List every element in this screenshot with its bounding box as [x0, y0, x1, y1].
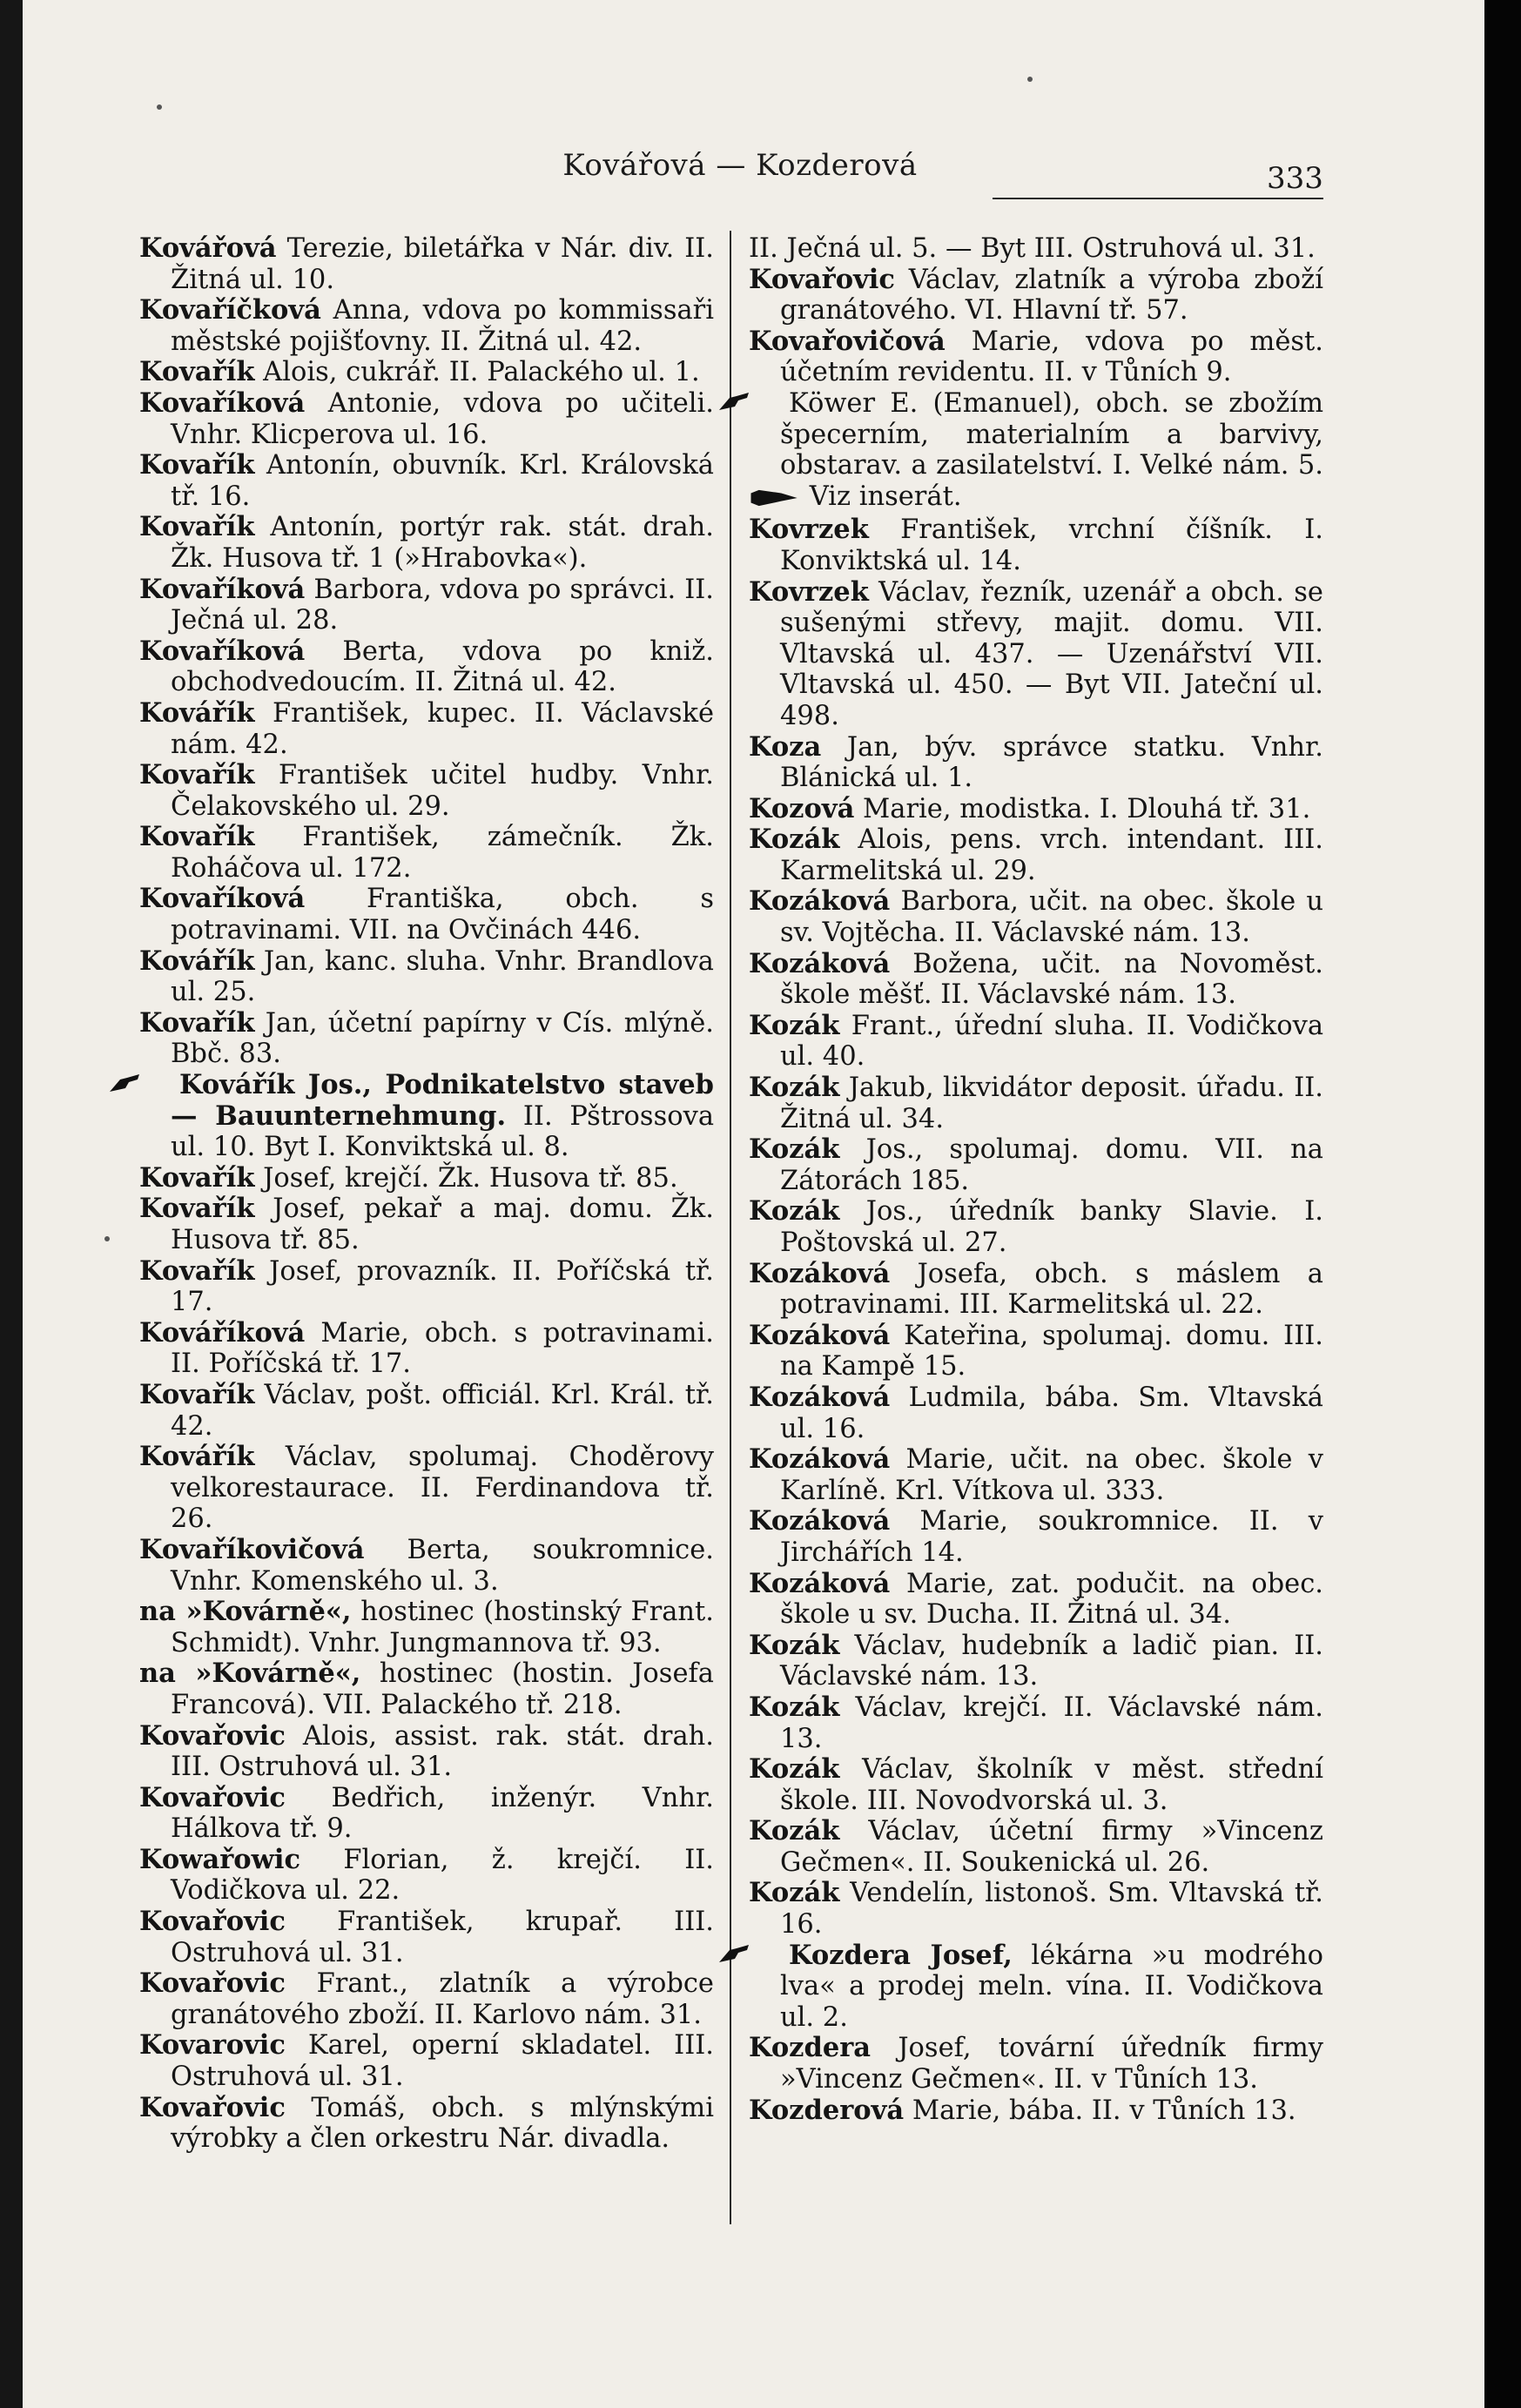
entry-name: Kovářík: [139, 1441, 255, 1473]
directory-entry: [139, 946, 714, 1008]
entry-details: Václav, řezník, uzenář a obch. se sušenými střevy, majit. domu. VII. Vltavská ul. 437. — Uzenářství VII. Vltavská ul. 450. — Byt VII. Jateční ul. 498.: [780, 576, 1323, 731]
directory-entry: [749, 1073, 1323, 1134]
entry-name: Kovařovic: [139, 1719, 286, 1752]
entry-details: František, zámečník. Žk. Roháčova ul. 172.: [171, 822, 714, 884]
directory-entry: [139, 1380, 714, 1442]
entry-name: Kozák: [749, 824, 840, 856]
directory-entry: [749, 1878, 1323, 1940]
entry-details: Božena, učit. na Novoměst. škole měšť. II. Václavské nám. 13.: [780, 948, 1323, 1011]
entry-name: Kozáková: [749, 947, 891, 979]
directory-entry: [139, 295, 714, 357]
directory-entry: [749, 949, 1323, 1011]
directory-entry: [139, 388, 714, 450]
entry-details: Marie, soukromnice. II. v Jirchářích 14.: [780, 1506, 1324, 1568]
directory-entry: [749, 388, 1323, 515]
directory-entry: [749, 2033, 1323, 2095]
entry-details: Antonie, vdova po učiteli. Vnhr. Klicperova ul. 16.: [171, 387, 714, 450]
entry-details: Marie, učit. na obec. škole v Karlíně. Krl. Vítkova ul. 333.: [780, 1444, 1323, 1506]
directory-entry: [139, 698, 714, 760]
entry-name: Kozáková: [749, 1443, 891, 1476]
directory-entry: [139, 1783, 714, 1845]
entry-name: Kovařovičová: [749, 325, 946, 357]
directory-entry: [139, 1535, 714, 1597]
entry-details: Berta, soukromnice. Vnhr. Komenského ul. 3.: [171, 1534, 714, 1597]
entry-details: Jakub, likvidátor deposit. úřadu. II. Žitná ul. 34.: [780, 1073, 1323, 1134]
directory-entry: [749, 1011, 1323, 1073]
directory-entry: [749, 1631, 1323, 1692]
entry-name: Kovařík: [139, 821, 255, 853]
entry-name: Kovařovic: [749, 263, 895, 295]
directory-entry: [749, 1692, 1323, 1754]
directory-entry: [749, 1134, 1323, 1196]
entry-name: Kozák: [749, 1072, 840, 1104]
directory-column-right: [749, 233, 1323, 2126]
directory-entry: [139, 1658, 714, 1720]
directory-entry: [749, 265, 1323, 326]
entry-details: Alois, assist. rak. stát. drah. III. Ostruhová ul. 31.: [171, 1720, 715, 1783]
directory-entry: [749, 1259, 1323, 1321]
entry-name: Kováříková: [139, 1316, 306, 1349]
entry-name: Kozák: [749, 1753, 840, 1786]
entry-name: Kozderová: [749, 2094, 905, 2126]
running-head: Kovářová — Kozderová: [562, 148, 918, 183]
directory-entry: [749, 1506, 1323, 1568]
directory-entry: [749, 886, 1323, 948]
entry-details: Vendelín, listonoš. Sm. Vltavská tř. 16.: [780, 1878, 1323, 1941]
entry-name: Kozáková: [749, 1505, 891, 1537]
entry-details: Jos., spolumaj. domu. VII. na Zátorách 185.: [780, 1134, 1323, 1196]
entry-details: Ludmila, bába. Sm. Vltavská ul. 16.: [780, 1382, 1323, 1444]
entry-details: Jan, účetní papírny v Cís. mlýně. Bbč. 83.: [171, 1007, 714, 1070]
entry-details: Anna, vdova po kommissaři městské pojišťovny. II. Žitná ul. 42.: [171, 295, 714, 357]
see-insert-note: Viz inserát.: [801, 481, 962, 512]
directory-entry: [749, 515, 1323, 576]
entry-name: Kovářík Jos., Podnikatelstvo staveb — Bauunternehmung.: [171, 1069, 714, 1132]
entry-name: Kovaříkovičová: [139, 1533, 365, 1565]
directory-entry: [139, 1968, 714, 2030]
directory-entry: [749, 1196, 1323, 1258]
directory-entry: [139, 1194, 714, 1255]
entry-details: Václav, zlatník a výroba zboží granátového. VI. Hlavní tř. 57.: [780, 264, 1323, 326]
directory-entry: [139, 1597, 714, 1658]
entry-name: Kovařík: [139, 1161, 255, 1194]
entry-name: Kovaříková: [139, 635, 306, 667]
directory-entry: [749, 824, 1323, 886]
entry-details: Jan, býv. správce statku. Vnhr. Blánická ul. 1.: [780, 731, 1323, 794]
entry-details: František, vrchní číšník. I. Konviktská ul. 14.: [780, 515, 1323, 576]
directory-entry: [139, 1163, 714, 1194]
entry-name: Kozová: [749, 792, 855, 824]
entry-name: Kovářová: [139, 232, 277, 264]
entry-details: Jan, kanc. sluha. Vnhr. Brandlova ul. 25.: [171, 945, 714, 1008]
pointing-hand-icon: [749, 390, 784, 413]
entry-details: Václav, krejčí. II. Václavské nám. 13.: [780, 1692, 1323, 1754]
entry-details: Marie, vdova po měst. účetním revidentu. II. v Tůních 9.: [780, 326, 1323, 388]
entry-name: Kovařík: [139, 759, 255, 791]
entry-details: Alois, cukrář. II. Palackého ul. 1.: [263, 357, 700, 388]
pointing-hand-icon: [749, 1942, 784, 1965]
entry-details: Václav, spolumaj. Choděrovy velkorestaurace. II. Ferdinandova tř. 26.: [171, 1442, 714, 1535]
directory-entry: [139, 1008, 714, 1070]
entry-details: Barbora, učit. na obec. škole u sv. Vojtěcha. II. Václavské nám. 13.: [780, 886, 1323, 949]
directory-entry: [749, 732, 1323, 794]
entry-details: Antonín, obuvník. Krl. Královská tř. 16.: [171, 450, 714, 512]
entry-details: Kateřina, spolumaj. domu. III. na Kampě 15.: [780, 1320, 1323, 1382]
entry-name: Kozák: [749, 1877, 840, 1909]
entry-name: Kovařík: [139, 1254, 255, 1287]
entry-details: Václav, účetní firmy »Vincenz Gečmen«. II. Soukenická ul. 26.: [780, 1816, 1323, 1878]
entry-details: František učitel hudby. Vnhr. Čelakovského ul. 29.: [171, 760, 714, 822]
scan-speck: [1027, 77, 1033, 82]
directory-entry: [749, 1382, 1323, 1444]
directory-entry: [749, 1321, 1323, 1382]
directory-entry: [139, 450, 714, 512]
entry-name: Kovaříčková: [139, 294, 321, 326]
directory-entry: [139, 1907, 714, 1968]
directory-entry: [749, 1444, 1323, 1506]
directory-entry: [139, 1256, 714, 1318]
entry-name: Kozdera: [749, 2032, 872, 2064]
entry-details: Karel, operní skladatel. III. Ostruhová ul. 31.: [171, 2030, 714, 2093]
entry-name: Kovarovic: [139, 2029, 286, 2062]
entry-details: Antonín, portýr rak. stát. drah. Žk. Husova tř. 1 (»Hrabovka«).: [171, 512, 714, 574]
directory-entry: [749, 2095, 1323, 2127]
directory-entry: [139, 1721, 714, 1783]
entry-details: Bedřich, inženýr. Vnhr. Hálkova tř. 9.: [171, 1782, 714, 1845]
directory-entry: [749, 794, 1323, 825]
entry-details: Václav, školník v měst. střední škole. III. Novodvorská ul. 3.: [780, 1754, 1323, 1816]
entry-name: Koza: [749, 730, 822, 763]
directory-entry: [139, 233, 714, 295]
entry-details: Tomáš, obch. s mlýnskými výrobky a člen orkestru Nár. divadla.: [171, 2092, 714, 2155]
directory-column-left: [139, 233, 714, 2155]
directory-entry: [139, 357, 714, 388]
directory-entry: [749, 233, 1323, 265]
entry-details: Terezie, biletářka v Nár. div. II. Žitná ul. 10.: [171, 233, 715, 295]
entry-name: Kozáková: [749, 1319, 891, 1351]
directory-entry: [139, 512, 714, 574]
entry-name: Kozák: [749, 1629, 840, 1661]
column-divider: [730, 231, 731, 2224]
entry-name: Kovařovic: [139, 1967, 286, 2000]
directory-entry: [749, 1569, 1323, 1631]
entry-name: Kovaříková: [139, 387, 306, 419]
entry-name: Kozák: [749, 1133, 840, 1166]
entry-name: Kovařík: [139, 1378, 255, 1410]
entry-details: II. Ječná ul. 5. — Byt III. Ostruhová ul. 31.: [749, 233, 1316, 264]
entry-details: Jos., úředník banky Slavie. I. Poštovská ul. 27.: [780, 1196, 1323, 1258]
entry-name: Kovařík: [139, 449, 255, 481]
directory-entry: [139, 1845, 714, 1907]
entry-details: Frant., zlatník a výrobce granátového zboží. II. Karlovo nám. 31.: [171, 1968, 714, 2030]
entry-details: Florian, ž. krejčí. II. Vodičkova ul. 22.: [171, 1844, 714, 1907]
entry-details: Alois, pens. vrch. intendant. III. Karmelitská ul. 29.: [780, 824, 1323, 886]
entry-details: Josef, pekař a maj. domu. Žk. Husova tř. 85.: [171, 1194, 714, 1255]
entry-name: Kovrzek: [749, 575, 869, 608]
entry-details: lékárna »u modrého lva« a prodej meln. vína. II. Vodičkova ul. 2.: [780, 1940, 1324, 2033]
entry-name: Kozák: [749, 1195, 840, 1228]
entry-name: Kozák: [749, 1009, 840, 1041]
directory-entry: [139, 2030, 714, 2092]
entry-name: Kovařík: [139, 356, 255, 388]
entry-details: Václav, hudebník a ladič pian. II. Václavské nám. 13.: [780, 1630, 1323, 1692]
entry-details: František, krupař. III. Ostruhová ul. 31.: [171, 1907, 714, 1968]
directory-entry: [749, 1754, 1323, 1816]
directory-entry: [139, 2093, 714, 2155]
entry-details: Köwer E. (Emanuel), obch. se zbožím špecerním, materialním a barvivy, obstarav. a zasilatelství. I. Velké nám. 5.: [780, 387, 1323, 481]
entry-name: Kovářík: [139, 696, 255, 729]
directory-entry: [139, 1442, 714, 1535]
page-number: 333: [1267, 161, 1323, 196]
entry-name: Kovaříková: [139, 883, 306, 915]
directory-entry: [139, 884, 714, 945]
entry-details: František, kupec. II. Václavské nám. 42.: [171, 697, 715, 760]
scan-right-edge: [1484, 0, 1521, 2408]
entry-name: Kovařovic: [139, 2091, 286, 2123]
entry-name: Kozdera Josef,: [789, 1939, 1013, 1971]
entry-details: Marie, zat. podučit. na obec. škole u sv. Ducha. II. Žitná ul. 34.: [780, 1568, 1323, 1631]
pointing-finger-icon: [780, 484, 801, 515]
entry-name: Kovářík: [139, 945, 255, 977]
entry-name: Kozák: [749, 1691, 840, 1723]
entry-name: Kovrzek: [749, 514, 869, 546]
entry-name: Kozáková: [749, 885, 891, 918]
entry-name: Kowařowic: [139, 1843, 301, 1875]
entry-details: Marie, obch. s potravinami. II. Poříčská tř. 17.: [171, 1317, 714, 1380]
directory-entry: [749, 1941, 1323, 2034]
directory-entry: [139, 822, 714, 884]
scan-speck: [157, 104, 162, 110]
entry-details: Berta, vdova po kniž. obchodvedoucím. II. Žitná ul. 42.: [171, 636, 715, 698]
entry-name: Kozáková: [749, 1567, 891, 1599]
entry-name: Kozák: [749, 1815, 840, 1847]
directory-entry: [749, 1816, 1323, 1878]
entry-name: Kovařík: [139, 1193, 255, 1225]
entry-details: Josef, krejčí. Žk. Husova tř. 85.: [263, 1162, 678, 1194]
directory-entry: [139, 1318, 714, 1380]
entry-name: Kovařovic: [139, 1781, 286, 1813]
entry-details: Josef, provazník. II. Poříčská tř. 17.: [171, 1255, 714, 1318]
pointing-hand-icon: [139, 1072, 174, 1094]
entry-name: Kovařík: [139, 1006, 255, 1039]
entry-details: Marie, bába. II. v Tůních 13.: [912, 2095, 1296, 2126]
directory-entry: [139, 760, 714, 822]
entry-name: Kovařovic: [139, 1906, 286, 1938]
entry-name: na »Kovárně«,: [139, 1658, 361, 1690]
entry-details: Václav, pošt. officiál. Krl. Král. tř. 42.: [171, 1379, 714, 1442]
header-rule: [993, 198, 1323, 199]
entry-details: Josef, tovární úředník firmy »Vincenz Gečmen«. II. v Tůních 13.: [780, 2033, 1323, 2095]
entry-details: Frant., úřední sluha. II. Vodičkova ul. 40.: [780, 1010, 1323, 1073]
scan-left-edge: [0, 0, 23, 2408]
entry-details: Barbora, vdova po správci. II. Ječná ul. 28.: [171, 574, 714, 636]
entry-name: Kozáková: [749, 1381, 891, 1413]
directory-entry: [749, 326, 1323, 388]
entry-name: Kozáková: [749, 1257, 891, 1289]
directory-entry: [749, 577, 1323, 732]
entry-name: Kovaříková: [139, 573, 306, 605]
entry-details: Marie, modistka. I. Dlouhá tř. 31.: [863, 793, 1311, 824]
entry-name: na »Kovárně«,: [139, 1596, 352, 1628]
directory-entry: [139, 636, 714, 698]
scan-speck: [104, 1236, 110, 1241]
entry-details: Josefa, obch. s máslem a potravinami. III. Karmelitská ul. 22.: [780, 1258, 1323, 1321]
entry-details: Františka, obch. s potravinami. VII. na Ovčinách 446.: [171, 884, 714, 946]
entry-details: II. Pštrossova ul. 10. Byt I. Konviktská ul. 8.: [171, 1100, 714, 1163]
directory-entry: [139, 575, 714, 636]
entry-details: hostinec (hostin. Josefa Francová). VII. Palackého tř. 218.: [171, 1658, 714, 1720]
directory-entry: [139, 1070, 714, 1163]
entry-name: Kovařík: [139, 511, 255, 543]
entry-details: hostinec (hostinský Frant. Schmidt). Vnhr. Jungmannova tř. 93.: [171, 1597, 715, 1658]
